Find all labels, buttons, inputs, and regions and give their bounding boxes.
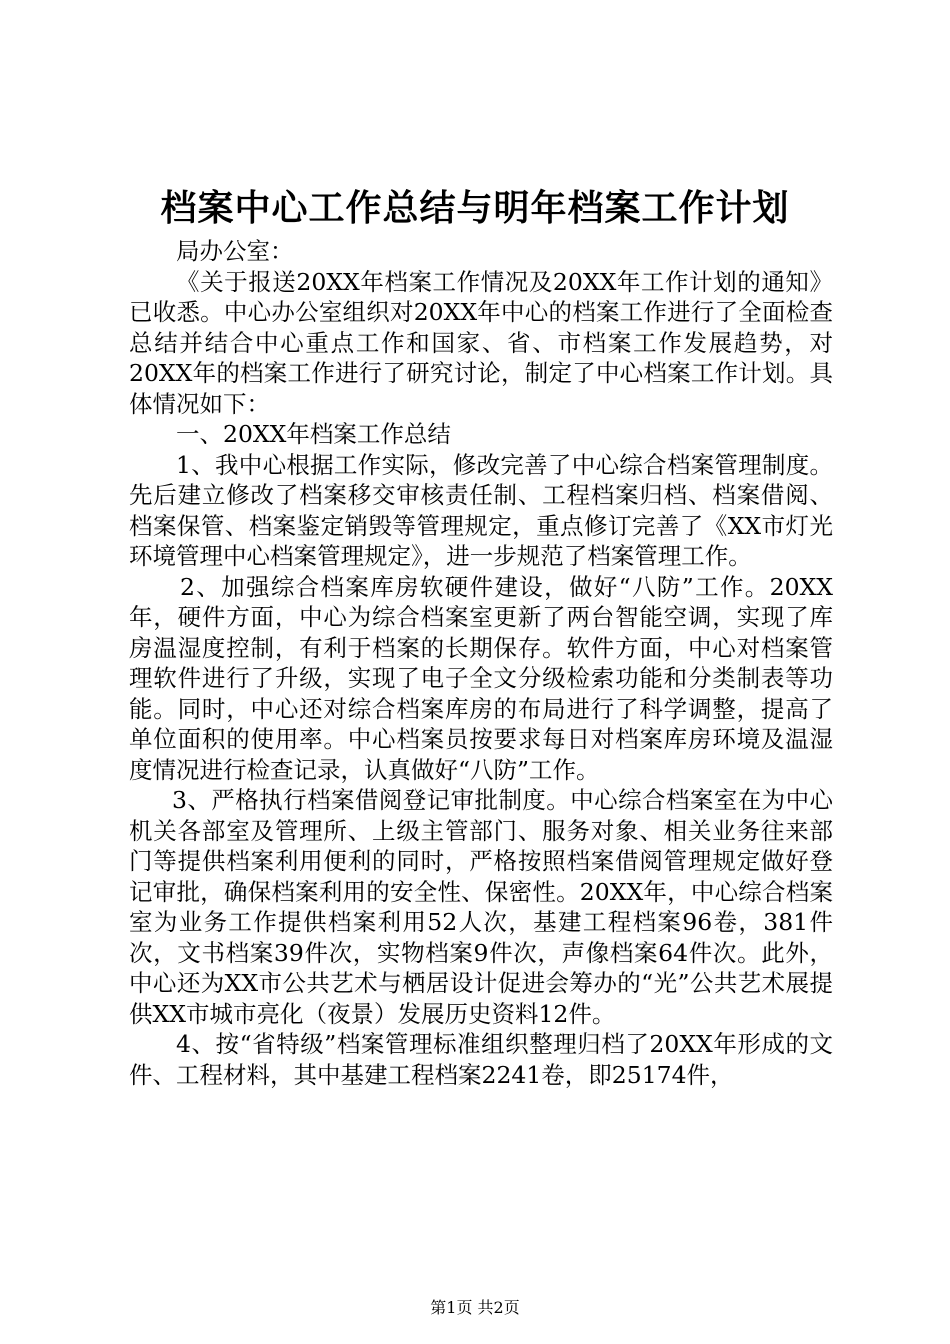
item-4-paragraph: 4、按“省特级”档案管理标准组织整理归档了20XX年形成的文件、工程材料，其中基建工程档案2241卷，即25174件， — [129, 1030, 833, 1089]
document-body — [129, 236, 833, 1090]
salutation-paragraph: 局办公室： — [176, 237, 294, 265]
item-2-paragraph: 2、加强综合档案库房软硬件建设，做好“八防”工作。20XX年，硬件方面，中心为综合档案室更新了两台智能空调，实现了库房温湿度控制，有利于档案的长期保存。软件方面，中心对档案管理软件进行了升级，实现了电子全文分级检索功能和分类制表等功能。同时，中心还对综合档案库房的布局进行了科学调整，提高了单位面积的使用率。中心档案员按要求每日对档案库房环境及温湿度情况进行检查记录，认真做好“八防”工作。 — [129, 572, 833, 784]
document-title: 档案中心工作总结与明年档案工作计划 — [160, 187, 790, 229]
intro-paragraph: 《关于报送20XX年档案工作情况及20XX年工作计划的通知》已收悉。中心办公室组织对20XX年中心的档案工作进行了全面检查总结并结合中心重点工作和国家、省、市档案工作发展趋势，对20XX年的档案工作进行了研究讨论，制定了中心档案工作计划。具体情况如下： — [129, 267, 833, 418]
item-1-paragraph: 1、我中心根据工作实际，修改完善了中心综合档案管理制度。先后建立修改了档案移交审核责任制、工程档案归档、档案借阅、档案保管、档案鉴定销毁等管理规定，重点修订完善了《XX市灯光环境管理中心档案管理规定》，进一步规范了档案管理工作。 — [129, 450, 833, 570]
page-footer: 第1页 共2页 — [430, 1298, 520, 1317]
item-3-paragraph: 3、严格执行档案借阅登记审批制度。中心综合档案室在为中心机关各部室及管理所、上级主管部门、服务对象、相关业务往来部门等提供档案利用便利的同时，严格按照档案借阅管理规定做好登记审批，确保档案利用的安全性、保密性。20XX年，中心综合档案室为业务工作提供档案利用52人次，基建工程档案96卷，381件次，文书档案39件次，实物档案9件次，声像档案64件次。此外，中心还为XX市公共艺术与栖居设计促进会筹办的“光”公共艺术展提供XX市城市亮化（夜景）发展历史资料12件。 — [129, 786, 833, 1028]
section-heading: 一、20XX年档案工作总结 — [176, 420, 451, 448]
